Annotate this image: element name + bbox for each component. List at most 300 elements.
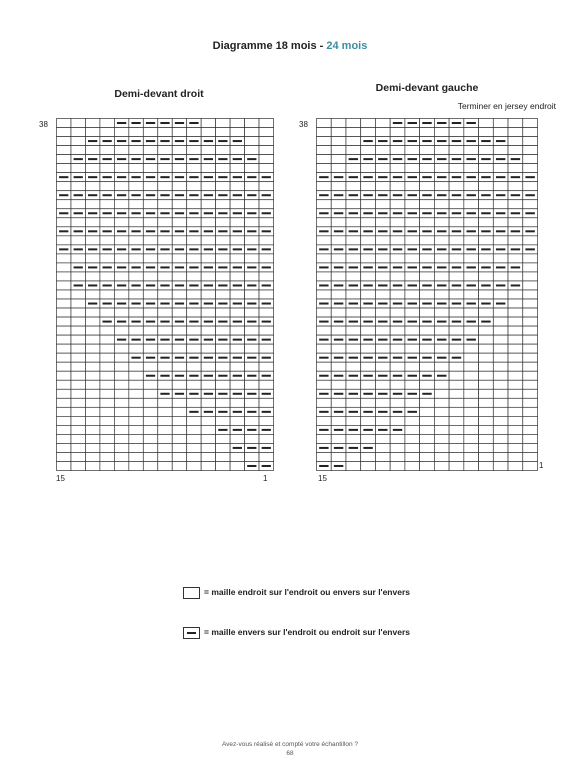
grid-cell [216, 218, 230, 227]
grid-cell [57, 272, 71, 281]
grid-cell [405, 434, 420, 443]
purl-stitch-mark [131, 176, 140, 178]
grid-cell [129, 371, 143, 380]
purl-stitch-mark [437, 212, 446, 214]
grid-cell [158, 344, 172, 353]
grid-cell [479, 461, 494, 470]
grid-cell [85, 146, 99, 155]
purl-stitch-mark [437, 176, 446, 178]
grid-cell [508, 272, 523, 281]
purl-stitch-mark [466, 266, 475, 268]
grid-cell [390, 308, 405, 317]
purl-stitch-mark [319, 284, 328, 286]
grid-cell [493, 317, 508, 326]
purl-stitch-mark [452, 339, 461, 341]
purl-stitch-mark [319, 230, 328, 232]
purl-stitch-mark [160, 176, 169, 178]
grid-cell [71, 326, 85, 335]
grid-cell [420, 254, 435, 263]
grid-cell [449, 182, 464, 191]
grid-cell [230, 398, 244, 407]
purl-stitch-mark [204, 158, 213, 160]
purl-stitch-mark [437, 230, 446, 232]
grid-cell [85, 389, 99, 398]
grid-cell [201, 443, 215, 452]
grid-cell [508, 236, 523, 245]
grid-cell [230, 416, 244, 425]
purl-stitch-mark [363, 393, 372, 395]
grid-cell [493, 146, 508, 155]
grid-cell [390, 398, 405, 407]
grid-cell [449, 434, 464, 443]
grid-cell [187, 344, 201, 353]
grid-cell [317, 137, 332, 146]
grid-cell [245, 416, 259, 425]
grid-cell [259, 416, 273, 425]
purl-stitch-mark [262, 248, 271, 250]
purl-stitch-mark [363, 447, 372, 449]
grid-cell [508, 398, 523, 407]
grid-cell [71, 461, 85, 470]
purl-stitch-mark [334, 230, 343, 232]
grid-cell [508, 344, 523, 353]
grid-cell [114, 290, 128, 299]
purl-stitch-mark [349, 321, 358, 323]
grid-cell [479, 119, 494, 128]
grid-cell [523, 443, 538, 452]
purl-stitch-mark [452, 357, 461, 359]
grid-cell [361, 146, 376, 155]
purl-stitch-mark [218, 194, 227, 196]
col-label-left-1: 1 [263, 474, 268, 483]
purl-stitch-mark [334, 357, 343, 359]
grid-cell [523, 263, 538, 272]
grid-cell [420, 308, 435, 317]
grid-cell [420, 398, 435, 407]
grid-cell [172, 398, 186, 407]
grid-cell [479, 218, 494, 227]
purl-stitch-mark [437, 248, 446, 250]
purl-stitch-mark [349, 303, 358, 305]
grid-cell [317, 416, 332, 425]
purl-stitch-mark [131, 303, 140, 305]
grid-cell [479, 407, 494, 416]
grid-cell [129, 146, 143, 155]
grid-cell [172, 146, 186, 155]
grid-cell [245, 236, 259, 245]
purl-stitch-mark [378, 212, 387, 214]
grid-cell [464, 254, 479, 263]
purl-stitch-mark [378, 339, 387, 341]
grid-cell [143, 380, 157, 389]
purl-stitch-mark [408, 284, 417, 286]
grid-cell [158, 461, 172, 470]
grid-cell [331, 137, 346, 146]
grid-cell [85, 236, 99, 245]
grid-cell [100, 443, 114, 452]
grid-cell [331, 272, 346, 281]
grid-cell [449, 452, 464, 461]
purl-stitch-mark [218, 284, 227, 286]
grid-cell [346, 218, 361, 227]
purl-stitch-mark [131, 212, 140, 214]
purl-stitch-mark [262, 194, 271, 196]
purl-stitch-mark [334, 465, 343, 467]
grid-cell [390, 164, 405, 173]
grid-cell [172, 425, 186, 434]
grid-cell [508, 146, 523, 155]
grid-cell [245, 119, 259, 128]
purl-stitch-mark [319, 375, 328, 377]
purl-stitch-mark [393, 212, 402, 214]
grid-cell [85, 407, 99, 416]
row-label-top-left: 38 [39, 120, 48, 129]
grid-cell [331, 452, 346, 461]
grid-cell [346, 380, 361, 389]
purl-stitch-mark [247, 321, 256, 323]
grid-cell [508, 317, 523, 326]
grid-cell [434, 362, 449, 371]
grid-cell [523, 434, 538, 443]
grid-cell [187, 128, 201, 137]
grid-cell [390, 461, 405, 470]
grid-cell [230, 182, 244, 191]
grid-cell [216, 119, 230, 128]
grid-cell [100, 272, 114, 281]
grid-cell [420, 461, 435, 470]
purl-stitch-mark [88, 230, 97, 232]
grid-cell [230, 308, 244, 317]
purl-stitch-mark [452, 122, 461, 124]
grid-cell [143, 200, 157, 209]
grid-cell [129, 218, 143, 227]
grid-cell [85, 416, 99, 425]
grid-cell [158, 182, 172, 191]
grid-cell [317, 362, 332, 371]
grid-cell [216, 236, 230, 245]
purl-stitch-mark [363, 303, 372, 305]
chart-title-right-front: Demi-devant droit [114, 88, 204, 100]
grid-cell [100, 434, 114, 443]
col-label-right-15: 15 [318, 474, 327, 483]
purl-stitch-mark [103, 158, 112, 160]
grid-cell [143, 416, 157, 425]
purl-stitch-mark [334, 176, 343, 178]
grid-cell [114, 128, 128, 137]
grid-cell [143, 290, 157, 299]
grid-cell [317, 290, 332, 299]
grid-cell [85, 371, 99, 380]
grid-cell [172, 416, 186, 425]
grid-cell [57, 146, 71, 155]
purl-stitch-mark [175, 357, 184, 359]
purl-stitch-mark [422, 303, 431, 305]
grid-cell [57, 434, 71, 443]
grid-cell [464, 452, 479, 461]
grid-cell [390, 146, 405, 155]
grid-cell [361, 416, 376, 425]
purl-stitch-mark [334, 375, 343, 377]
grid-cell [71, 335, 85, 344]
purl-stitch-mark [247, 429, 256, 431]
purl-stitch-mark [408, 122, 417, 124]
purl-stitch-mark [481, 321, 490, 323]
grid-cell [420, 425, 435, 434]
grid-cell [420, 272, 435, 281]
grid-cell [405, 128, 420, 137]
grid-cell [230, 380, 244, 389]
grid-cell [375, 308, 390, 317]
purl-stitch-mark [204, 339, 213, 341]
purl-stitch-mark [218, 375, 227, 377]
grid-cell [331, 236, 346, 245]
grid-cell [493, 290, 508, 299]
grid-cell [420, 416, 435, 425]
grid-cell [129, 182, 143, 191]
purl-stitch-mark [437, 339, 446, 341]
purl-stitch-mark [422, 176, 431, 178]
purl-stitch-mark [189, 230, 198, 232]
grid-cell [405, 380, 420, 389]
purl-stitch-mark [422, 357, 431, 359]
knit-stitch-symbol [183, 587, 200, 599]
grid-cell [57, 164, 71, 173]
grid-cell [434, 452, 449, 461]
purl-stitch-mark [74, 284, 83, 286]
grid-cell [230, 272, 244, 281]
grid-cell [449, 416, 464, 425]
grid-cell [405, 416, 420, 425]
grid-cell [464, 128, 479, 137]
grid-cell [375, 218, 390, 227]
grid-cell [71, 344, 85, 353]
purl-stitch-mark [452, 158, 461, 160]
grid-cell [317, 155, 332, 164]
grid-cell [71, 434, 85, 443]
grid-cell [346, 434, 361, 443]
grid-cell [508, 218, 523, 227]
grid-cell [230, 290, 244, 299]
grid-cell [346, 344, 361, 353]
purl-stitch-mark [146, 321, 155, 323]
grid-cell [523, 317, 538, 326]
purl-stitch-mark [131, 230, 140, 232]
grid-cell [464, 371, 479, 380]
grid-cell [172, 434, 186, 443]
purl-stitch-mark [378, 393, 387, 395]
grid-cell [85, 290, 99, 299]
grid-cell [259, 218, 273, 227]
purl-stitch-mark [525, 194, 534, 196]
grid-cell [361, 380, 376, 389]
purl-stitch-mark [233, 230, 242, 232]
grid-cell [361, 434, 376, 443]
purl-stitch-mark [496, 266, 505, 268]
purl-stitch-mark [160, 393, 169, 395]
grid-cell [114, 371, 128, 380]
grid-cell [508, 326, 523, 335]
grid-cell [187, 236, 201, 245]
grid-cell [129, 362, 143, 371]
grid-cell [390, 254, 405, 263]
grid-cell [114, 443, 128, 452]
grid-cell [420, 218, 435, 227]
grid-cell [201, 182, 215, 191]
grid-cell [230, 218, 244, 227]
purl-stitch-mark [189, 176, 198, 178]
grid-cell [187, 362, 201, 371]
grid-cell [85, 434, 99, 443]
grid-cell [479, 443, 494, 452]
grid-cell [508, 407, 523, 416]
grid-cell [493, 380, 508, 389]
grid-cell [331, 308, 346, 317]
grid-cell [331, 434, 346, 443]
grid-cell [201, 326, 215, 335]
purl-stitch-mark [175, 266, 184, 268]
grid-cell [390, 434, 405, 443]
purl-stitch-mark [481, 303, 490, 305]
purl-stitch-mark [466, 212, 475, 214]
purl-stitch-mark [319, 266, 328, 268]
grid-cell [523, 146, 538, 155]
purl-stitch-mark [378, 303, 387, 305]
grid-cell [143, 389, 157, 398]
purl-stitch-mark [262, 266, 271, 268]
purl-stitch-mark [233, 266, 242, 268]
grid-cell [187, 398, 201, 407]
purl-stitch-mark [247, 176, 256, 178]
grid-cell [434, 164, 449, 173]
purl-stitch-mark [511, 158, 520, 160]
grid-cell [216, 434, 230, 443]
grid-cell [143, 425, 157, 434]
grid-cell [143, 362, 157, 371]
grid-cell [114, 344, 128, 353]
grid-cell [201, 236, 215, 245]
purl-stitch-mark [378, 411, 387, 413]
grid-cell [346, 272, 361, 281]
purl-stitch-mark [103, 212, 112, 214]
purl-stitch-mark [393, 393, 402, 395]
grid-cell [245, 398, 259, 407]
purl-stitch-mark [378, 266, 387, 268]
grid-cell [493, 335, 508, 344]
purl-stitch-mark [189, 140, 198, 142]
grid-cell [71, 308, 85, 317]
grid-cell [71, 353, 85, 362]
grid-cell [346, 164, 361, 173]
grid-cell [361, 398, 376, 407]
purl-dash-icon [187, 632, 196, 634]
grid-cell [434, 200, 449, 209]
grid-cell [129, 254, 143, 263]
purl-stitch-mark [437, 140, 446, 142]
purl-stitch-mark [363, 230, 372, 232]
purl-stitch-mark [175, 375, 184, 377]
purl-stitch-mark [204, 321, 213, 323]
grid-cell [449, 344, 464, 353]
grid-cell [230, 326, 244, 335]
grid-cell [361, 182, 376, 191]
purl-stitch-mark [408, 266, 417, 268]
grid-cell [317, 119, 332, 128]
grid-cell [479, 380, 494, 389]
purl-stitch-mark [189, 158, 198, 160]
grid-cell [57, 407, 71, 416]
purl-stitch-mark [393, 357, 402, 359]
grid-cell [375, 119, 390, 128]
grid-cell [129, 290, 143, 299]
purl-stitch-mark [349, 194, 358, 196]
purl-stitch-mark [437, 266, 446, 268]
grid-cell [508, 452, 523, 461]
grid-cell [493, 425, 508, 434]
purl-stitch-mark [363, 284, 372, 286]
purl-stitch-mark [146, 122, 155, 124]
grid-cell [187, 290, 201, 299]
grid-cell [158, 398, 172, 407]
grid-cell [172, 452, 186, 461]
grid-cell [57, 119, 71, 128]
grid-cell [493, 407, 508, 416]
grid-cell [100, 128, 114, 137]
purl-stitch-mark [117, 212, 126, 214]
grid-cell [523, 236, 538, 245]
purl-stitch-mark [349, 339, 358, 341]
purl-stitch-mark [481, 194, 490, 196]
grid-cell [187, 452, 201, 461]
grid-cell [216, 308, 230, 317]
grid-cell [523, 371, 538, 380]
grid-cell [114, 308, 128, 317]
grid-cell [375, 164, 390, 173]
purl-stitch-mark [422, 339, 431, 341]
grid-cell [201, 290, 215, 299]
grid-cell [523, 335, 538, 344]
grid-cell [100, 218, 114, 227]
purl-stitch-mark [131, 321, 140, 323]
row-label-right-1: 1 [539, 461, 544, 470]
grid-cell [449, 254, 464, 263]
purl-stitch-mark [146, 357, 155, 359]
grid-cell [57, 137, 71, 146]
grid-cell [317, 344, 332, 353]
grid-cell [100, 353, 114, 362]
purl-stitch-mark [262, 411, 271, 413]
purl-stitch-mark [233, 393, 242, 395]
purl-stitch-mark [452, 284, 461, 286]
grid-cell [420, 128, 435, 137]
purl-stitch-mark [511, 266, 520, 268]
purl-stitch-mark [204, 357, 213, 359]
purl-stitch-mark [103, 284, 112, 286]
purl-stitch-mark [334, 411, 343, 413]
grid-cell [434, 182, 449, 191]
grid-cell [493, 119, 508, 128]
grid-cell [172, 308, 186, 317]
grid-cell [57, 236, 71, 245]
grid-cell [346, 182, 361, 191]
grid-cell [114, 452, 128, 461]
purl-stitch-mark [160, 158, 169, 160]
grid-cell [71, 299, 85, 308]
grid-cell [71, 407, 85, 416]
grid-cell [143, 218, 157, 227]
purl-stitch-mark [247, 284, 256, 286]
purl-stitch-mark [481, 284, 490, 286]
purl-stitch-mark [88, 266, 97, 268]
